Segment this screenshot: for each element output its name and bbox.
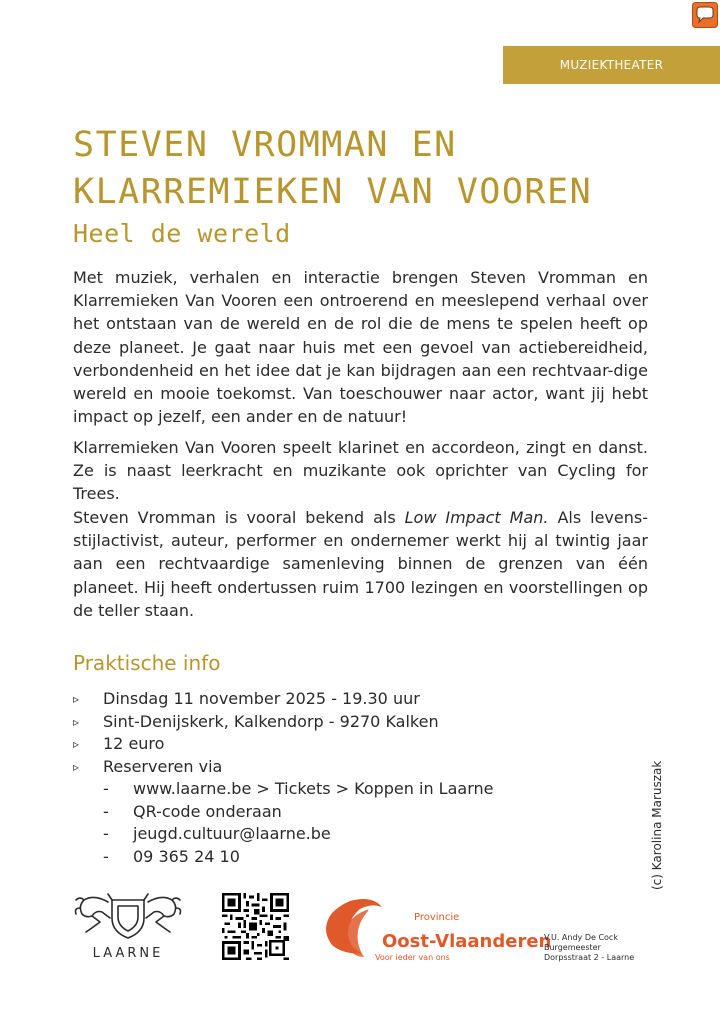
vu-line: V.U. Andy De Cock — [544, 933, 618, 942]
performer-paragraph: Klarremieken Van Vooren speelt klarinet en accordeon, zingt en danst. Ze is naast leerkracht en muzikante ook oprichter van Cycling for Trees. — [73, 438, 648, 504]
photo-credit: (c) Karolina Maruszak — [650, 760, 664, 890]
vu-line: Dorpsstraat 2 - Laarne — [544, 953, 635, 962]
reserve-option-text: www.laarne.be > Tickets > Koppen in Laarne — [133, 779, 494, 798]
info-item-date — [73, 688, 493, 711]
laarne-name: LAARNE — [92, 946, 164, 961]
intro-paragraph: Met muziek, verhalen en interactie brengen Steven Vromman en Klarremieken Van Vooren een ontroerend en meeslepend verhaal over het ontstaan van de wereld en de rol die de mens te spelen heeft op deze planeet. Je gaat naar huis met een gevoel van actiebereidheid, verbondenheid en het idee dat je kan bijdragen aan een rechtvaar-dige wereld en mooie toekomst. Van toeschouwer naar actor, want jij hebt impact op jezelf, een ander en de natuur! — [73, 268, 648, 427]
dash-icon: - — [103, 779, 109, 798]
page-title — [73, 122, 592, 216]
bullet-icon: ▹ — [73, 692, 80, 706]
dash-icon: - — [103, 801, 109, 821]
reserve-option-qr — [103, 801, 493, 824]
reserve-option-text: 09 365 24 10 — [133, 846, 240, 866]
reserve-option-website[interactable] — [103, 778, 493, 801]
performer-paragraph — [73, 506, 648, 622]
dash-icon: - — [103, 846, 109, 866]
info-item-text: Dinsdag 11 november 2025 - 19.30 uur — [103, 689, 420, 708]
info-heading: Praktische info — [73, 651, 221, 675]
info-item-text: Sint-Denijskerk, Kalkendorp - 9270 Kalken — [103, 711, 439, 731]
title-line: STEVEN VROMMAN EN — [73, 125, 457, 165]
responsible-publisher — [544, 933, 634, 963]
text-run: Als levens-stijlactivist, auteur, performer en ondernemer werkt hij al twintig jaar aan een rechtvaardige samenleving binnen de grenzen van één planeet. Hij heeft ondertussen ruim 1700 lezingen en voorstellingen op de teller staan. — [73, 508, 648, 620]
reserve-option-phone[interactable] — [103, 846, 493, 869]
qr-code-icon[interactable] — [222, 893, 289, 960]
book-title: Low Impact Man. — [404, 508, 549, 527]
province-tagline: Voor ieder van ons — [375, 953, 450, 962]
bullet-icon: ▹ — [73, 737, 80, 751]
vu-line: Burgemeester — [544, 943, 601, 952]
text-run: Steven Vromman is vooral bekend als — [73, 508, 405, 527]
dash-icon: - — [103, 824, 109, 843]
info-list — [73, 688, 493, 868]
comment-icon[interactable] — [692, 2, 718, 28]
bullet-icon: ▹ — [73, 714, 80, 729]
reserve-option-text: jeugd.cultuur@laarne.be — [133, 824, 331, 843]
info-item-text: Reserveren via — [103, 756, 223, 776]
reserve-options — [103, 778, 493, 868]
subtitle: Heel de wereld — [73, 219, 291, 248]
category-tag: MUZIEKTHEATER — [503, 46, 720, 84]
info-item-location — [73, 711, 493, 734]
title-line: KLARREMIEKEN VAN VOOREN — [73, 172, 593, 212]
reserve-option-text: QR-code onderaan — [133, 801, 282, 821]
province-name: Oost-Vlaanderen — [382, 931, 552, 952]
bullet-icon: ▹ — [73, 759, 80, 774]
info-item-reserve — [73, 756, 493, 869]
province-label: Provincie — [414, 912, 460, 923]
info-item-text: 12 euro — [103, 734, 165, 753]
info-item-price — [73, 733, 493, 756]
reserve-option-email[interactable] — [103, 823, 493, 846]
